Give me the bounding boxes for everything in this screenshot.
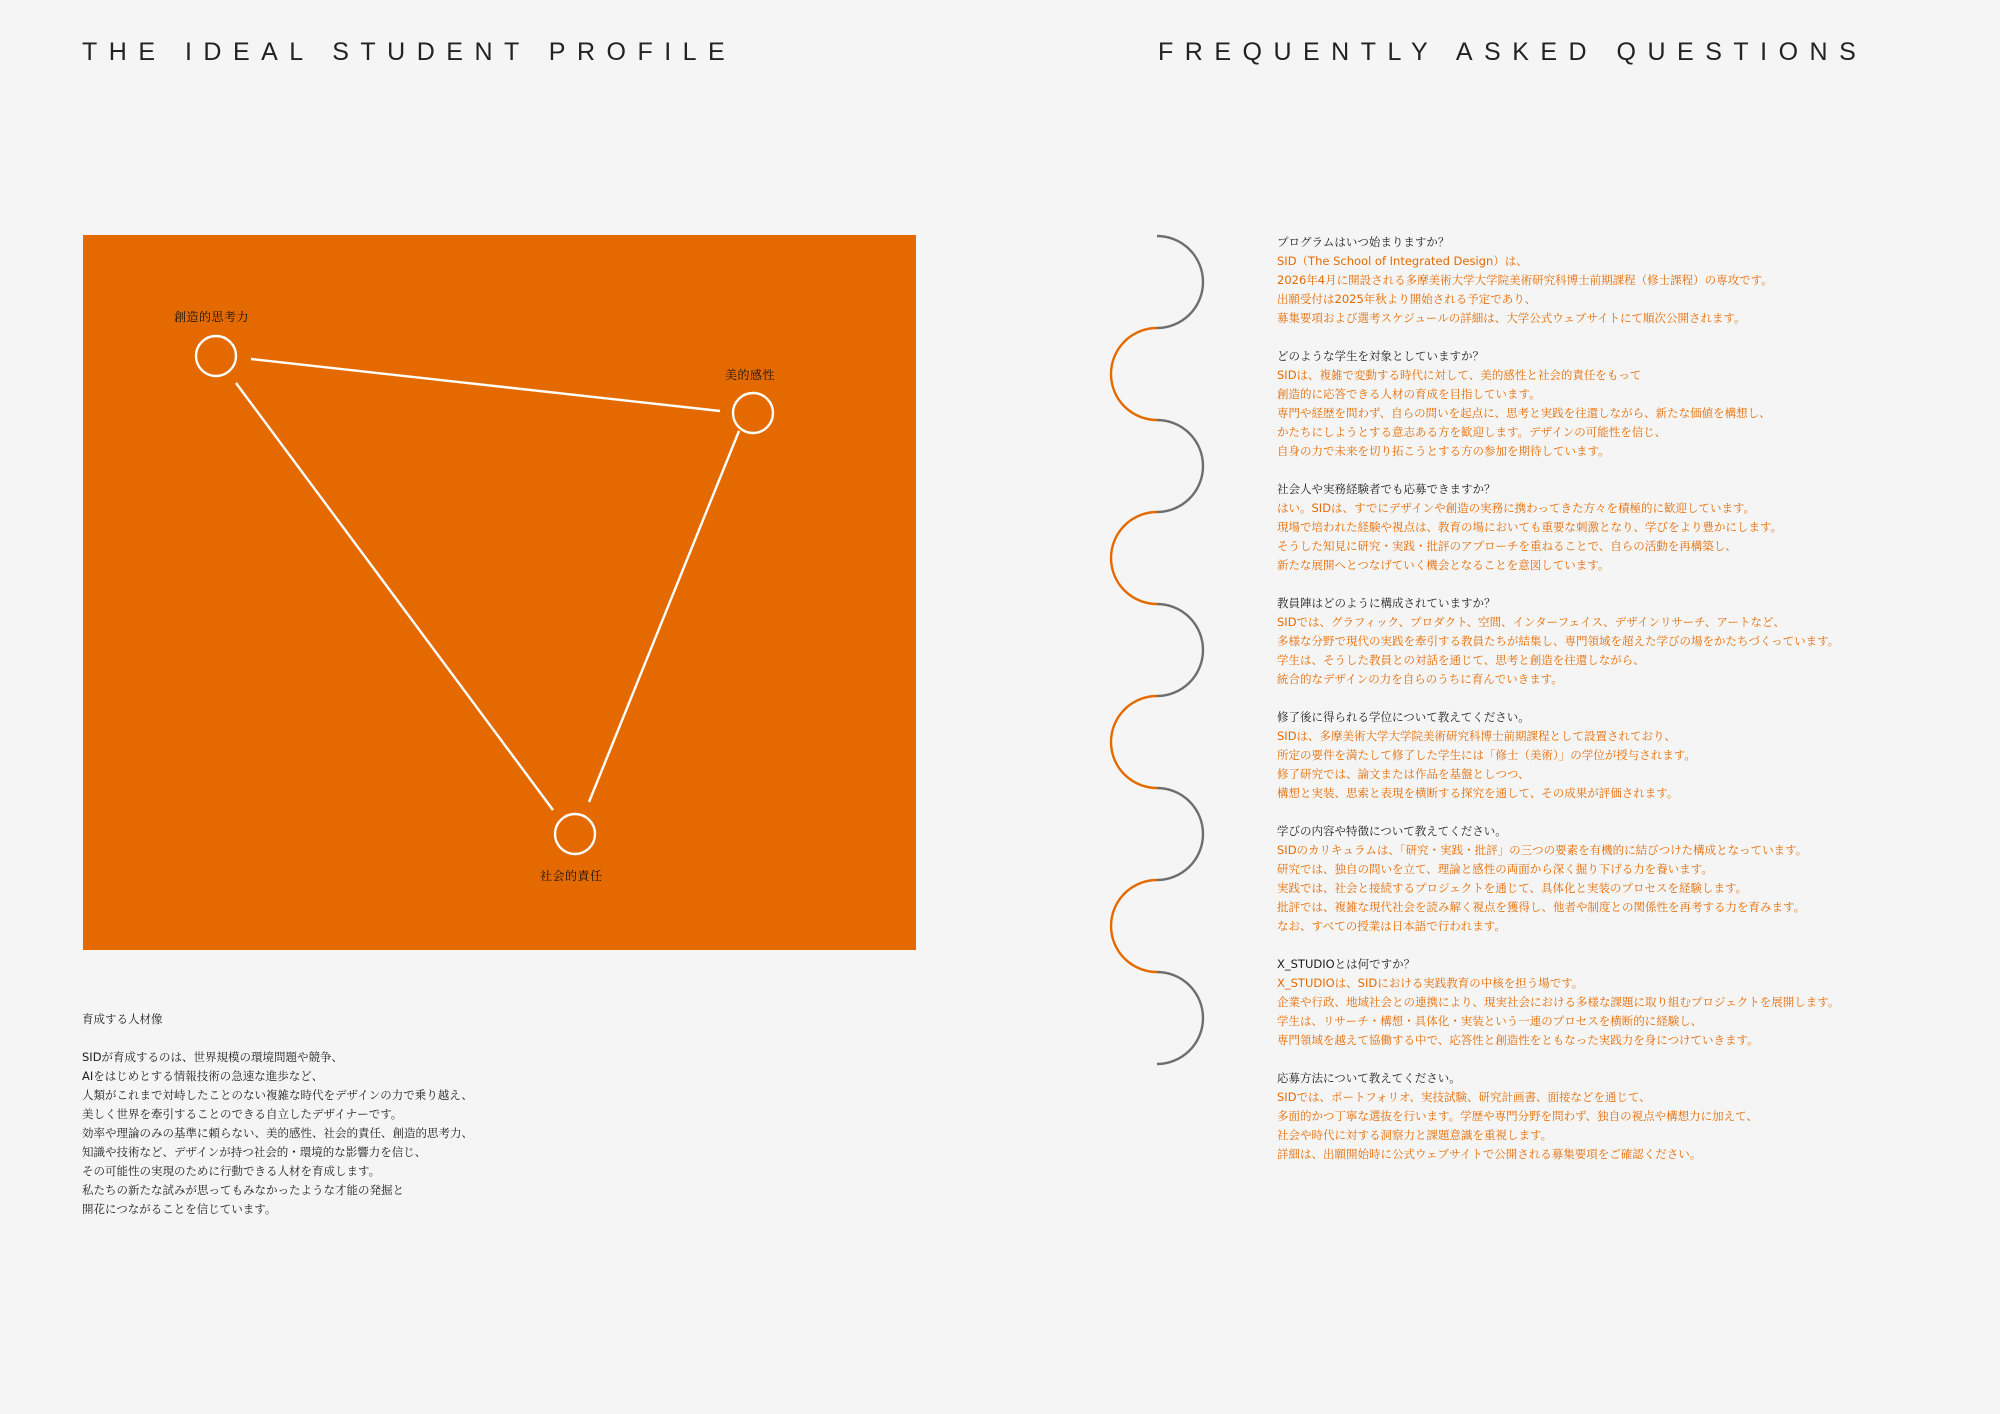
faq-answer-line: 多面的かつ丁寧な選抜を行います。学歴や専門分野を問わず、独自の視点や構想力に加えて、 [1277, 1109, 1758, 1123]
profile-line: 知識や技術など、デザインが持つ社会的・環境的な影響力を信じ、 [82, 1145, 427, 1159]
edge-creative-aesthetic [251, 359, 720, 411]
faq-answer-line: 自身の力で未来を切り拓こうとする方の参加を期待しています。 [1277, 444, 1610, 458]
faq-item [1277, 347, 1977, 461]
edge-creative-social [236, 383, 553, 810]
node-label-creative: 創造的思考力 [174, 310, 250, 324]
wave-arc-1 [1157, 236, 1203, 328]
faq-answer-line: 詳細は、出願開始時に公式ウェブサイトで公開される募集要項をご確認ください。 [1277, 1147, 1702, 1161]
faq-answer-line: SIDのカリキュラムは、「研究・実践・批評」の三つの要素を有機的に結びつけた構成となっています。 [1277, 843, 1808, 857]
faq-question: 教員陣はどのように構成されていますか？ [1277, 596, 1496, 610]
faq-answer-line: 学生は、そうした教員との対話を通じて、思考と創造を往還しながら、 [1277, 653, 1645, 667]
profile-heading: THE IDEAL STUDENT PROFILE [82, 38, 737, 66]
wave-arc-6 [1111, 696, 1157, 788]
wave-arc-4 [1111, 512, 1157, 604]
faq-answer-line: はい。SIDは、すでにデザインや創造の実務に携わってきた方々を積極的に歓迎しています。 [1277, 501, 1756, 515]
node-aesthetic [733, 393, 773, 433]
wave-arc-7 [1157, 788, 1203, 880]
faq-answer-line: SIDは、多摩美術大学大学院美術研究科博士前期課程として設置されており、 [1277, 729, 1677, 743]
faq-wave-divider [1105, 234, 1225, 1084]
faq-answer-line: SIDでは、ポートフォリオ、実技試験、研究計画書、面接などを通じて、 [1277, 1090, 1651, 1104]
faq-answer-line: SID（The School of Integrated Design）は、 [1277, 254, 1528, 268]
node-label-aesthetic: 美的感性 [725, 368, 776, 382]
edge-aesthetic-social [589, 431, 739, 802]
faq-item [1277, 1069, 1977, 1164]
faq-answer-line: 実践では、社会と接続するプロジェクトを通じて、具体化と実装のプロセスを経験します。 [1277, 881, 1748, 895]
faq-answer-line: 所定の要件を満たして修了した学生には「修士（美術）」の学位が授与されます。 [1277, 748, 1696, 762]
profile-description [82, 1010, 782, 1219]
faq-answer-line: そうした知見に研究・実践・批評のアプローチを重ねることで、自らの活動を再構築し、 [1277, 539, 1737, 553]
node-social [555, 814, 595, 854]
faq-answer-line: 現場で培われた経験や視点は、教育の場においても重要な刺激となり、学びをより豊かにします。 [1277, 520, 1783, 534]
faq-answer-line: 社会や時代に対する洞察力と課題意識を重視します。 [1277, 1128, 1553, 1142]
faq-item [1277, 233, 1977, 328]
faq-answer-line: 企業や行政、地域社会との連携により、現実社会における多様な課題に取り組むプロジェクトを展開します。 [1277, 995, 1840, 1009]
faq-answer-line: 研究では、独自の問いを立て、理論と感性の両面から深く掘り下げる力を養います。 [1277, 862, 1713, 876]
wave-arc-8 [1111, 880, 1157, 972]
wave-arc-3 [1157, 420, 1203, 512]
faq-answer-line: 募集要項および選考スケジュールの詳細は、大学公式ウェブサイトにて順次公開されます。 [1277, 311, 1746, 325]
profile-line: 開花につながることを信じています。 [82, 1202, 277, 1216]
faq-answer-line: なお、すべての授業は日本語で行われます。 [1277, 919, 1506, 933]
faq-answer-line: 専門や経歴を問わず、自らの問いを起点に、思考と実践を往還しながら、新たな価値を構想し、 [1277, 406, 1771, 420]
faq-heading: FREQUENTLY ASKED QUESTIONS [1158, 38, 1868, 66]
faq-item [1277, 955, 1977, 1050]
faq-item [1277, 822, 1977, 936]
faq-question: 社会人や実務経験者でも応募できますか？ [1277, 482, 1496, 496]
faq-answer-line: 統合的なデザインの力を自らのうちに育んでいきます。 [1277, 672, 1563, 686]
profile-line: 私たちの新たな試みが思ってもみなかったような才能の発掘と [82, 1183, 404, 1197]
faq-answer-line: 多様な分野で現代の実践を牽引する教員たちが結集し、専門領域を超えた学びの場をかたちづくっています。 [1277, 634, 1840, 648]
triangle-diagram [83, 235, 916, 950]
faq-answer-line: 学生は、リサーチ・構想・具体化・実装という一連のプロセスを横断的に経験し、 [1277, 1014, 1703, 1028]
faq-answer-line: 出願受付は2025年秋より開始される予定であり、 [1277, 292, 1537, 306]
faq-answer-line: かたちにしようとする意志ある方を歓迎します。デザインの可能性を信じ、 [1277, 425, 1667, 439]
wave-arc-9 [1157, 972, 1203, 1064]
faq-answer-line: 批評では、複雑な現代社会を読み解く視点を獲得し、他者や制度との関係性を再考する力を育みます。 [1277, 900, 1806, 914]
profile-diagram-panel [83, 235, 916, 950]
faq-question: X_STUDIOとは何ですか？ [1277, 957, 1416, 971]
faq-question: 修了後に得られる学位について教えてください。 [1277, 710, 1530, 724]
faq-answer-line: 専門領域を越えて協働する中で、応答性と創造性をともなった実践力を身につけていきます。 [1277, 1033, 1759, 1047]
profile-line: 効率や理論のみの基準に頼らない、美的感性、社会的責任、創造的思考力、 [82, 1126, 473, 1140]
faq-answer-line: 修了研究では、論文または作品を基盤としつつ、 [1277, 767, 1530, 781]
faq-question: プログラムはいつ始まりますか？ [1277, 235, 1450, 249]
faq-question: どのような学生を対象としていますか？ [1277, 349, 1484, 363]
faq-answer-line: 2026年4月に開設される多摩美術大学大学院美術研究科博士前期課程（修士課程）の専攻です。 [1277, 273, 1773, 287]
profile-line: AIをはじめとする情報技術の急速な進歩など、 [82, 1069, 324, 1083]
faq-answer-line: SIDでは、グラフィック、プロダクト、空間、インターフェイス、デザインリサーチ、アートなど、 [1277, 615, 1786, 629]
faq-answer-line: SIDは、複雑で変動する時代に対して、美的感性と社会的責任をもって [1277, 368, 1642, 382]
faq-answer-line: 構想と実装、思索と表現を横断する探究を通して、その成果が評価されます。 [1277, 786, 1679, 800]
faq-answer-line: X_STUDIOは、SIDにおける実践教育の中核を担う場です。 [1277, 976, 1584, 990]
faq-list [1277, 233, 1977, 1183]
profile-line: 美しく世界を牽引することのできる自立したデザイナーです。 [82, 1107, 403, 1121]
profile-line: その可能性の実現のために行動できる人材を育成します。 [82, 1164, 381, 1178]
faq-answer-line: 創造的に応答できる人材の育成を目指しています。 [1277, 387, 1541, 401]
faq-item [1277, 594, 1977, 689]
faq-item [1277, 480, 1977, 575]
node-label-social: 社会的責任 [540, 869, 603, 883]
faq-question: 学びの内容や特徴について教えてください。 [1277, 824, 1507, 838]
wave-arc-5 [1157, 604, 1203, 696]
profile-line: 人類がこれまで対峙したことのない複雑な時代をデザインの力で乗り越え、 [82, 1088, 473, 1102]
faq-answer-line: 新たな展開へとつなげていく機会となることを意図しています。 [1277, 558, 1610, 572]
faq-item [1277, 708, 1977, 803]
faq-question: 応募方法について教えてください。 [1277, 1071, 1461, 1085]
profile-line: SIDが育成するのは、世界規模の環境問題や競争、 [82, 1050, 344, 1064]
wave-arc-2 [1111, 328, 1157, 420]
node-creative [196, 336, 236, 376]
profile-title: 育成する人材像 [82, 1012, 163, 1026]
